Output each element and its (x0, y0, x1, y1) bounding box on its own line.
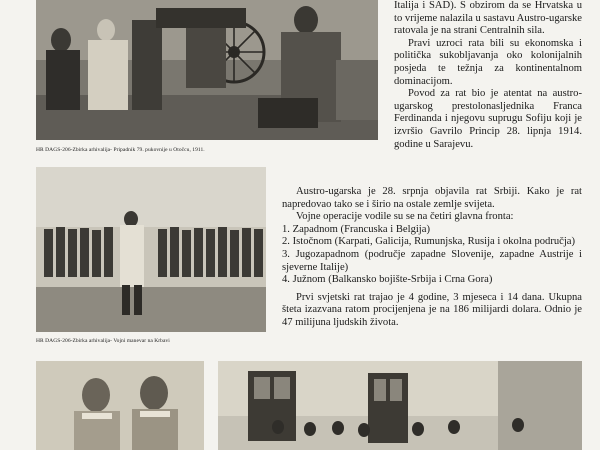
photo-two-soldiers (36, 361, 204, 450)
paragraph: Prvi svjetski rat trajao je 4 godine, 3 mjeseca i 14 dana. Ukupna šteta izazvana ratom procijenjena je na 186 milijardi dolara. Odnio je 47 milijuna ljudskih života. (282, 291, 582, 328)
text-column-middle (282, 186, 582, 330)
photo-group-building (218, 361, 582, 450)
list-item: 1. Zapadnom (Francuska i Belgija) (282, 223, 430, 235)
paragraph: Povod za rat bio je atentat na austro-ugarskog prestolonasljednika Franca Ferdinanda i njegovu suprugu Sofiju koji je izvršio Gavrilo Princip 28. lipnja 1914. godine u Sarajevu. (394, 88, 582, 150)
paragraph: Pravi uzroci rata bili su ekonomska i politička sukobljavanja oko kolonijalnih posjeda te težnja za kontinentalnom dominacijom. (394, 37, 582, 87)
paragraph: Vojne operacije vodile su se na četiri glavna fronta: (296, 211, 514, 223)
list-item: 3. Jugozapadnom (područje zapadne Slovenije, zapadne Austrije i sjeverne Italije) (282, 248, 582, 273)
photo2-caption: HR DAGS-206-Zbirka arhivalija- Vojni manevar na Krbavi (36, 338, 170, 344)
text-column-top (394, 0, 582, 151)
list-item: 2. Istočnom (Karpati, Galicija, Rumunjska, Rusija i okolna područja) (282, 236, 576, 248)
paragraph: Italija i SAD). S obzirom da se Hrvatska u to vrijeme nalazila u sastavu Austro-ugarske ratovala je na strani Centralnih sila. (394, 0, 582, 37)
photo-machine-gun (36, 0, 378, 140)
paragraph: Austro-ugarska je 28. srpnja objavila rat Srbiji. Kako je rat napredovao tako se i širio na ostale zemlje svijeta. (282, 186, 582, 210)
photo-krbava-manoeuvre (36, 167, 266, 332)
photo1-caption: HR DAGS-206-Zbirka arhivalija- Pripadnik 79. pukovnije u Otočcu, 1911. (36, 147, 205, 153)
list-item: 4. Južnom (Balkansko bojište-Srbija i Crna Gora) (282, 274, 493, 286)
fronts-list (282, 224, 582, 287)
